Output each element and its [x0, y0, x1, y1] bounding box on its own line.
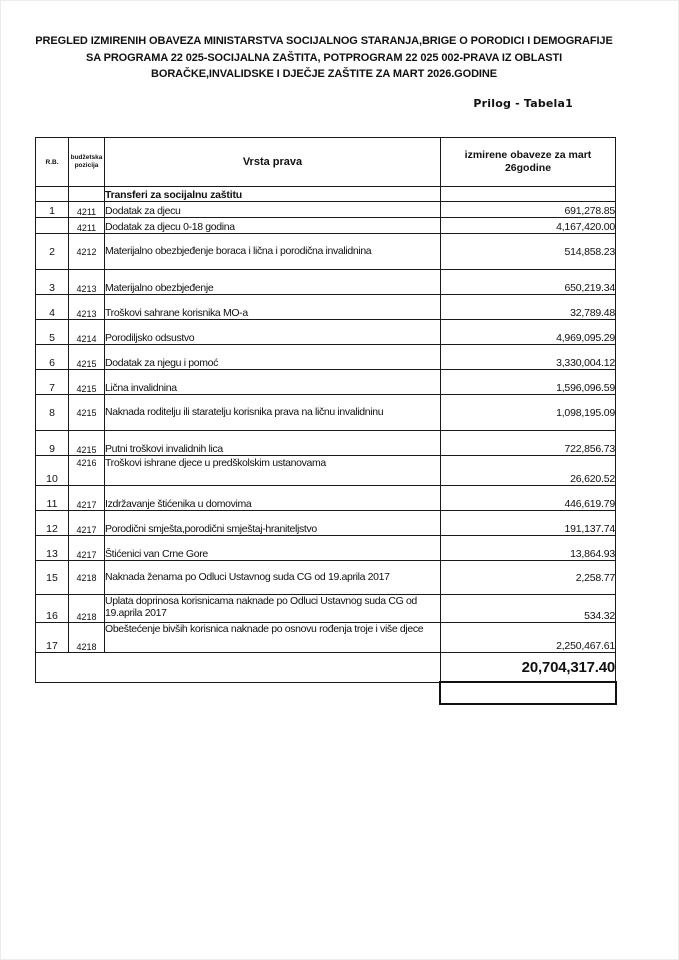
amount-cell: 4,969,095.29: [441, 320, 616, 345]
budget-position-cell: 4212: [69, 234, 105, 270]
amount-cell: 446,619.79: [441, 486, 616, 511]
budget-position-cell: 4211: [69, 202, 105, 218]
row-number-cell: 6: [36, 345, 69, 370]
amount-cell: 1,098,195.09: [441, 395, 616, 431]
row-number-cell: 8: [36, 395, 69, 431]
column-header-amount: izmirene obaveze za mart 26godine: [441, 138, 616, 187]
section-position-cell: [69, 187, 105, 202]
budget-position-cell: 4218: [69, 623, 105, 653]
row-number-cell: 5: [36, 320, 69, 345]
row-number-cell: 3: [36, 270, 69, 295]
budget-position-cell: 4218: [69, 561, 105, 595]
budget-position-cell: 4213: [69, 295, 105, 320]
amount-cell: 4,167,420.00: [441, 218, 616, 234]
row-number-cell: 1: [36, 202, 69, 218]
row-number-cell: 10: [36, 456, 69, 486]
table-row: [36, 202, 616, 218]
row-number-cell: [36, 218, 69, 234]
benefit-type-cell: Troškovi sahrane korisnika MO-a: [105, 295, 441, 320]
budget-position-cell: 4217: [69, 486, 105, 511]
total-row: [36, 653, 616, 683]
amount-cell: 13,864.93: [441, 536, 616, 561]
amount-cell: 650,219.34: [441, 270, 616, 295]
section-amount-cell: [441, 187, 616, 202]
table-row: [36, 623, 616, 653]
amount-cell: 2,258.77: [441, 561, 616, 595]
row-number-cell: 7: [36, 370, 69, 395]
benefit-type-cell: Izdržavanje štićenika u domovima: [105, 486, 441, 511]
amount-cell: 2,250,467.61: [441, 623, 616, 653]
table-row: [36, 431, 616, 456]
benefit-type-cell: Materijalno obezbjeđenje: [105, 270, 441, 295]
amount-cell: 1,596,096.59: [441, 370, 616, 395]
amount-cell: 722,856.73: [441, 431, 616, 456]
table-header-row: [36, 138, 616, 187]
amount-cell: 26,620.52: [441, 456, 616, 486]
table-row: [36, 370, 616, 395]
benefit-type-cell: Porodiljsko odsustvo: [105, 320, 441, 345]
benefit-type-cell: Materijalno obezbjeđenje boraca i lična i porodična invalidnina: [105, 234, 441, 270]
table-row: [36, 561, 616, 595]
column-header-vrsta-prava: Vrsta prava: [105, 138, 441, 187]
benefit-type-cell: Naknada ženama po Odluci Ustavnog suda CG od 19.aprila 2017: [105, 561, 441, 595]
column-header-rb: R.B.: [36, 138, 69, 187]
budget-position-cell: 4218: [69, 595, 105, 623]
obligations-table: [35, 137, 616, 683]
document-title: [0, 33, 648, 83]
budget-position-cell: 4215: [69, 370, 105, 395]
benefit-type-cell: Putni troškovi invalidnih lica: [105, 431, 441, 456]
row-number-cell: 11: [36, 486, 69, 511]
section-header-row: [36, 187, 616, 202]
row-number-cell: 13: [36, 536, 69, 561]
benefit-type-cell: Lična invalidnina: [105, 370, 441, 395]
table-row: [36, 270, 616, 295]
benefit-type-cell: Naknada roditelju ili staratelju korisnika prava na ličnu invalidninu: [105, 395, 441, 431]
table-row: [36, 486, 616, 511]
row-number-cell: 9: [36, 431, 69, 456]
row-number-cell: 4: [36, 295, 69, 320]
benefit-type-cell: Dodatak za njegu i pomoć: [105, 345, 441, 370]
table-row: [36, 536, 616, 561]
column-header-budget-position: budžetska pozicija: [69, 138, 105, 187]
total-amount: 20,704,317.40: [441, 653, 616, 683]
table-row: [36, 511, 616, 536]
row-number-cell: 2: [36, 234, 69, 270]
amount-cell: 691,278.85: [441, 202, 616, 218]
table-row: [36, 218, 616, 234]
title-line-3: BORAČKE,INVALIDSKE I DJEČJE ZAŠTITE ZA MART 2026.GODINE: [151, 68, 497, 80]
budget-position-cell: 4214: [69, 320, 105, 345]
table-row: [36, 456, 616, 486]
table-row: [36, 395, 616, 431]
section-title: Transferi za socijalnu zaštitu: [105, 187, 441, 202]
row-number-cell: 17: [36, 623, 69, 653]
row-number-cell: 15: [36, 561, 69, 595]
table-row: [36, 295, 616, 320]
benefit-type-cell: Dodatak za djecu 0-18 godina: [105, 218, 441, 234]
total-label-cell: [36, 653, 441, 683]
table-row: [36, 345, 616, 370]
budget-position-cell: 4217: [69, 536, 105, 561]
amount-cell: 191,137.74: [441, 511, 616, 536]
title-line-1: PREGLED IZMIRENIH OBAVEZA MINISTARSTVA SOCIJALNOG STARANJA,BRIGE O PORODICI I DEMOGRAFIJE: [35, 35, 613, 47]
attachment-label: Prilog - Tabela1: [473, 97, 573, 110]
row-number-cell: 12: [36, 511, 69, 536]
budget-position-cell: 4211: [69, 218, 105, 234]
section-rb-cell: [36, 187, 69, 202]
table-row: [36, 320, 616, 345]
budget-position-cell: 4217: [69, 511, 105, 536]
amount-cell: 3,330,004.12: [441, 345, 616, 370]
amount-cell: 534.32: [441, 595, 616, 623]
benefit-type-cell: Obeštećenje bivših korisnica naknade po osnovu rođenja troje i više djece: [105, 623, 441, 653]
amount-cell: 32,789.48: [441, 295, 616, 320]
budget-position-cell: 4213: [69, 270, 105, 295]
benefit-type-cell: Troškovi ishrane djece u predškolskim ustanovama: [105, 456, 441, 486]
row-number-cell: 16: [36, 595, 69, 623]
amount-cell: 514,858.23: [441, 234, 616, 270]
budget-position-cell: 4215: [69, 395, 105, 431]
budget-position-cell: 4215: [69, 431, 105, 456]
table-row: [36, 595, 616, 623]
empty-amount-box: [439, 681, 617, 705]
title-line-2: SA PROGRAMA 22 025-SOCIJALNA ZAŠTITA, POTPROGRAM 22 025 002-PRAVA IZ OBLASTI: [85, 51, 563, 64]
table-row: [36, 234, 616, 270]
budget-position-cell: 4215: [69, 345, 105, 370]
benefit-type-cell: Štićenici van Crne Gore: [105, 536, 441, 561]
benefit-type-cell: Uplata doprinosa korisnicama naknade po Odluci Ustavnog suda CG od 19.aprila 2017: [105, 595, 441, 623]
budget-position-cell: 4216: [69, 456, 105, 486]
benefit-type-cell: Porodični smješta,porodični smještaj-hraniteljstvo: [105, 511, 441, 536]
benefit-type-cell: Dodatak za djecu: [105, 202, 441, 218]
